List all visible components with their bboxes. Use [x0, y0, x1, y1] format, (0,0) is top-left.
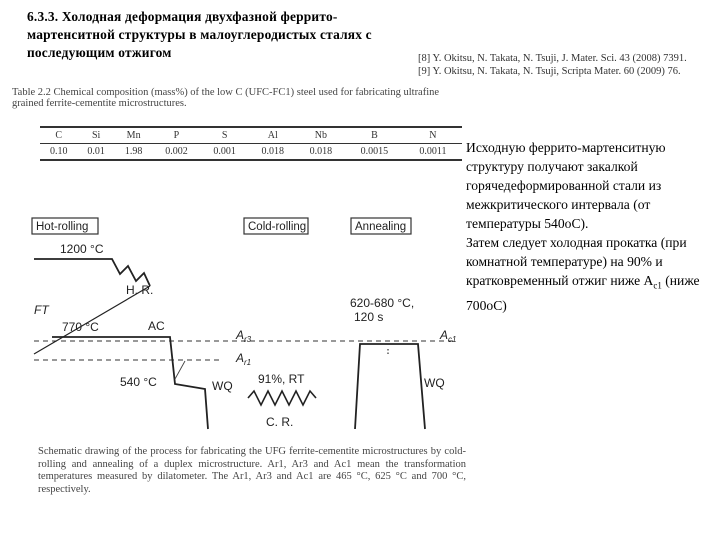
annealing-path: [355, 344, 425, 429]
cold-rolling-rt-label: 91%, RT: [258, 372, 305, 386]
figure-caption: Schematic drawing of the process for fabricating the UFG ferrite-cementite microstructures by cold-rolling and annealing of a duplex microstructure. Ar1, Ar3 and Ac1 mean the transformation temperatures measured by dilatometer. The Ar1, Ar3 and Ac1 are 465 °C, 625 °C and 700 °C, respectively.: [38, 446, 466, 495]
hot-rolling-label: Hot-rolling: [36, 221, 89, 233]
table-header-cell: Al: [249, 127, 297, 144]
hr-label: H. R.: [126, 283, 154, 297]
table-cell: 0.0015: [345, 144, 404, 161]
table-header-cell: C: [40, 127, 77, 144]
table-header-cell: N: [404, 127, 462, 144]
annealing-label: Annealing: [355, 221, 407, 233]
wq-right-label: WQ: [424, 376, 445, 390]
composition-table: [40, 126, 462, 161]
table-cell: 0.002: [152, 144, 200, 161]
table-cell: 0.018: [249, 144, 297, 161]
anneal-temp-label: 620-680 °C,: [350, 296, 415, 310]
ar3-label: $A_{r3}$: [236, 328, 252, 344]
paragraph-1: Исходную феррито-мартенситную структуру получают закалкой горячедеформированной стали из межкритического интервала (от температуры 540оС).: [466, 140, 666, 231]
table-header-cell: Mn: [115, 127, 152, 144]
anneal-time-label: 120 s: [354, 310, 384, 324]
temp-1200-label: 1200 °C: [60, 242, 104, 256]
temp-540-label: 540 °C: [120, 375, 157, 389]
ac-label: AC: [148, 319, 165, 333]
table-cell: 0.018: [297, 144, 345, 161]
reference-2: [9] Y. Okitsu, N. Takata, N. Tsuji, Scripta Mater. 60 (2009) 76.: [418, 66, 681, 77]
process-diagram: [20, 214, 465, 439]
cold-rolling-label: Cold-rolling: [248, 221, 307, 233]
ar-arrow: [175, 361, 185, 379]
reference-1: [8] Y. Okitsu, N. Takata, N. Tsuji, J. Mater. Sci. 43 (2008) 7391.: [418, 53, 687, 64]
page-title: 6.3.3. Холодная деформация двухфазной феррито-мартенситной структуры в малоуглеродистых сталях с последующим отжигом: [27, 9, 372, 60]
temp-770-label: 770 °C: [62, 320, 99, 334]
table-cell: 0.001: [201, 144, 249, 161]
table-header-cell: Nb: [297, 127, 345, 144]
body-text: [466, 138, 716, 315]
table-cell: 1.98: [115, 144, 152, 161]
table-header-row: [40, 127, 462, 144]
table-caption: Table 2.2 Chemical composition (mass%) of the low C (UFC-FC1) steel used for fabricating ultrafine grained ferrite-cementite microstructures.: [12, 87, 440, 109]
table-header-cell: P: [152, 127, 200, 144]
wq-left-label: WQ: [212, 379, 233, 393]
table-cell: 0.10: [40, 144, 77, 161]
table-cell: 0.0011: [404, 144, 462, 161]
ft-label: FT: [34, 303, 49, 317]
ar1-label: $A_{r1}$: [236, 351, 252, 367]
table-header-cell: B: [345, 127, 404, 144]
table-row: [40, 144, 462, 161]
cr-label: C. R.: [266, 415, 294, 429]
paragraph-2: Затем следует холодная прокатка (при комнатной температуре) на 90% и кратковременный отжиг ниже $А_{с1}$ (ниже 700оС): [466, 235, 700, 313]
cold-rolling-zigzag: [248, 391, 316, 405]
table-cell: 0.01: [77, 144, 114, 161]
ac1-label: $A_{c1}$: [440, 328, 457, 344]
table-header-cell: S: [201, 127, 249, 144]
table-header-cell: Si: [77, 127, 114, 144]
hot-rolling-path: [34, 259, 150, 286]
